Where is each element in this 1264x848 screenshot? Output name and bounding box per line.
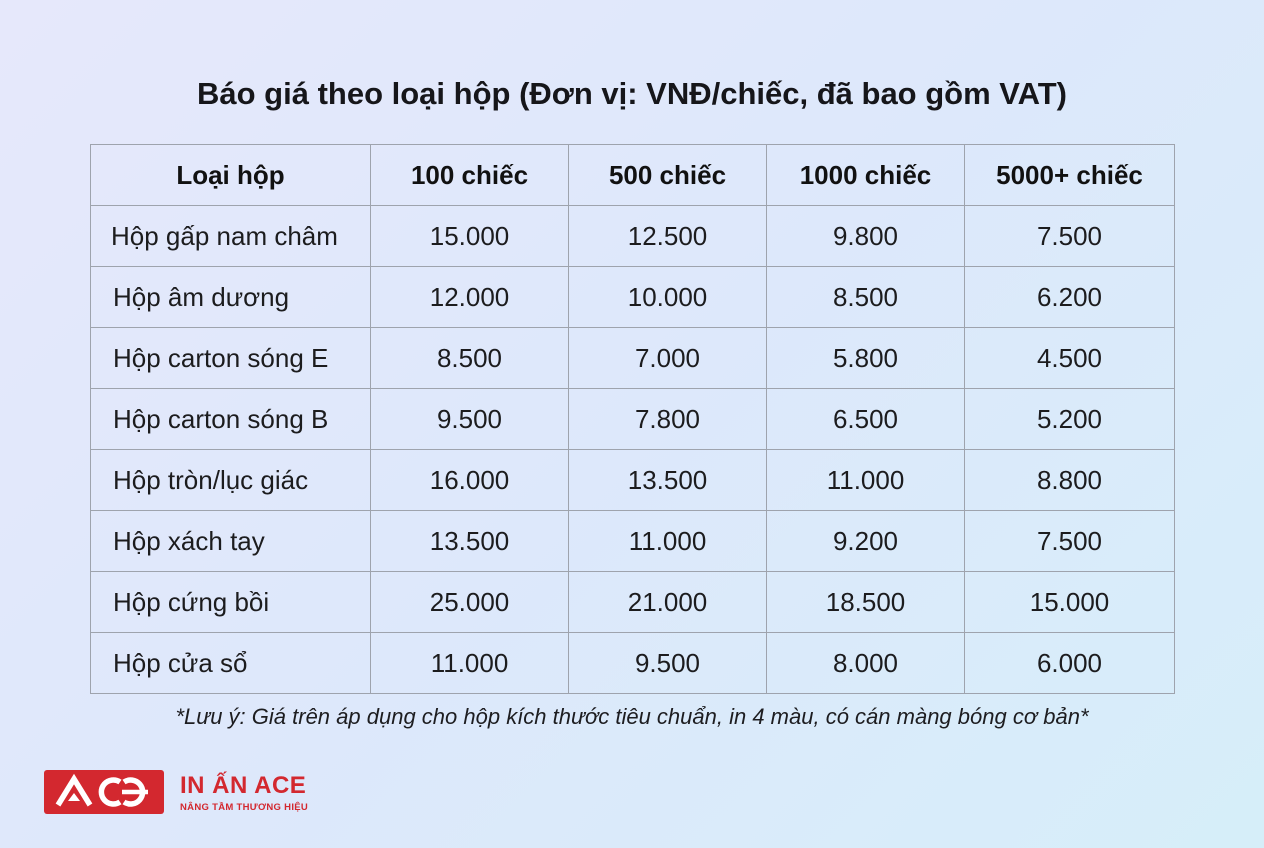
column-header-100: 100 chiếc: [371, 145, 569, 206]
brand-name: IN ẤN ACE: [180, 772, 307, 799]
price-cell: 13.500: [569, 450, 767, 511]
box-type-cell: Hộp cửa sổ: [91, 633, 371, 694]
price-cell: 13.500: [371, 511, 569, 572]
price-cell: 15.000: [965, 572, 1175, 633]
price-cell: 16.000: [371, 450, 569, 511]
table-row: [91, 511, 1175, 572]
ace-logo-mark: [44, 770, 164, 814]
table-row: [91, 328, 1175, 389]
price-cell: 7.800: [569, 389, 767, 450]
box-type-cell: Hộp tròn/lục giác: [91, 450, 371, 511]
box-type-cell: Hộp gấp nam châm: [91, 206, 371, 267]
price-cell: 7.000: [569, 328, 767, 389]
table-row: [91, 267, 1175, 328]
price-cell: 11.000: [767, 450, 965, 511]
box-type-cell: Hộp carton sóng B: [91, 389, 371, 450]
price-cell: 6.200: [965, 267, 1175, 328]
column-header-1000: 1000 chiếc: [767, 145, 965, 206]
price-cell: 9.200: [767, 511, 965, 572]
price-cell: 12.000: [371, 267, 569, 328]
price-cell: 8.800: [965, 450, 1175, 511]
price-cell: 7.500: [965, 206, 1175, 267]
price-cell: 5.800: [767, 328, 965, 389]
price-cell: 18.500: [767, 572, 965, 633]
ace-logo: [44, 770, 164, 814]
price-cell: 6.500: [767, 389, 965, 450]
table-row: [91, 633, 1175, 694]
price-cell: 6.000: [965, 633, 1175, 694]
column-header-box-type: Loại hộp: [91, 145, 371, 206]
price-cell: 9.500: [569, 633, 767, 694]
box-type-cell: Hộp xách tay: [91, 511, 371, 572]
price-cell: 7.500: [965, 511, 1175, 572]
price-cell: 4.500: [965, 328, 1175, 389]
footnote: *Lưu ý: Giá trên áp dụng cho hộp kích thước tiêu chuẩn, in 4 màu, có cán màng bóng cơ bản*: [175, 704, 1089, 729]
table-row: [91, 389, 1175, 450]
price-cell: 15.000: [371, 206, 569, 267]
price-table: [90, 144, 1175, 694]
table-header-row: [91, 145, 1175, 206]
price-cell: 11.000: [371, 633, 569, 694]
box-type-cell: Hộp cứng bồi: [91, 572, 371, 633]
price-cell: 5.200: [965, 389, 1175, 450]
price-cell: 11.000: [569, 511, 767, 572]
price-cell: 12.500: [569, 206, 767, 267]
table-row: [91, 450, 1175, 511]
brand-tagline: NÂNG TẦM THƯƠNG HIỆU: [180, 802, 309, 813]
column-header-500: 500 chiếc: [569, 145, 767, 206]
price-cell: 9.500: [371, 389, 569, 450]
price-cell: 9.800: [767, 206, 965, 267]
table-row: [91, 206, 1175, 267]
price-cell: 21.000: [569, 572, 767, 633]
price-cell: 8.500: [371, 328, 569, 389]
page-title: Báo giá theo loại hộp (Đơn vị: VNĐ/chiếc, đã bao gồm VAT): [197, 76, 1067, 111]
price-cell: 10.000: [569, 267, 767, 328]
price-cell: 8.500: [767, 267, 965, 328]
price-cell: 25.000: [371, 572, 569, 633]
price-cell: 8.000: [767, 633, 965, 694]
column-header-5000-plus: 5000+ chiếc: [965, 145, 1175, 206]
box-type-cell: Hộp âm dương: [91, 267, 371, 328]
table-row: [91, 572, 1175, 633]
box-type-cell: Hộp carton sóng E: [91, 328, 371, 389]
